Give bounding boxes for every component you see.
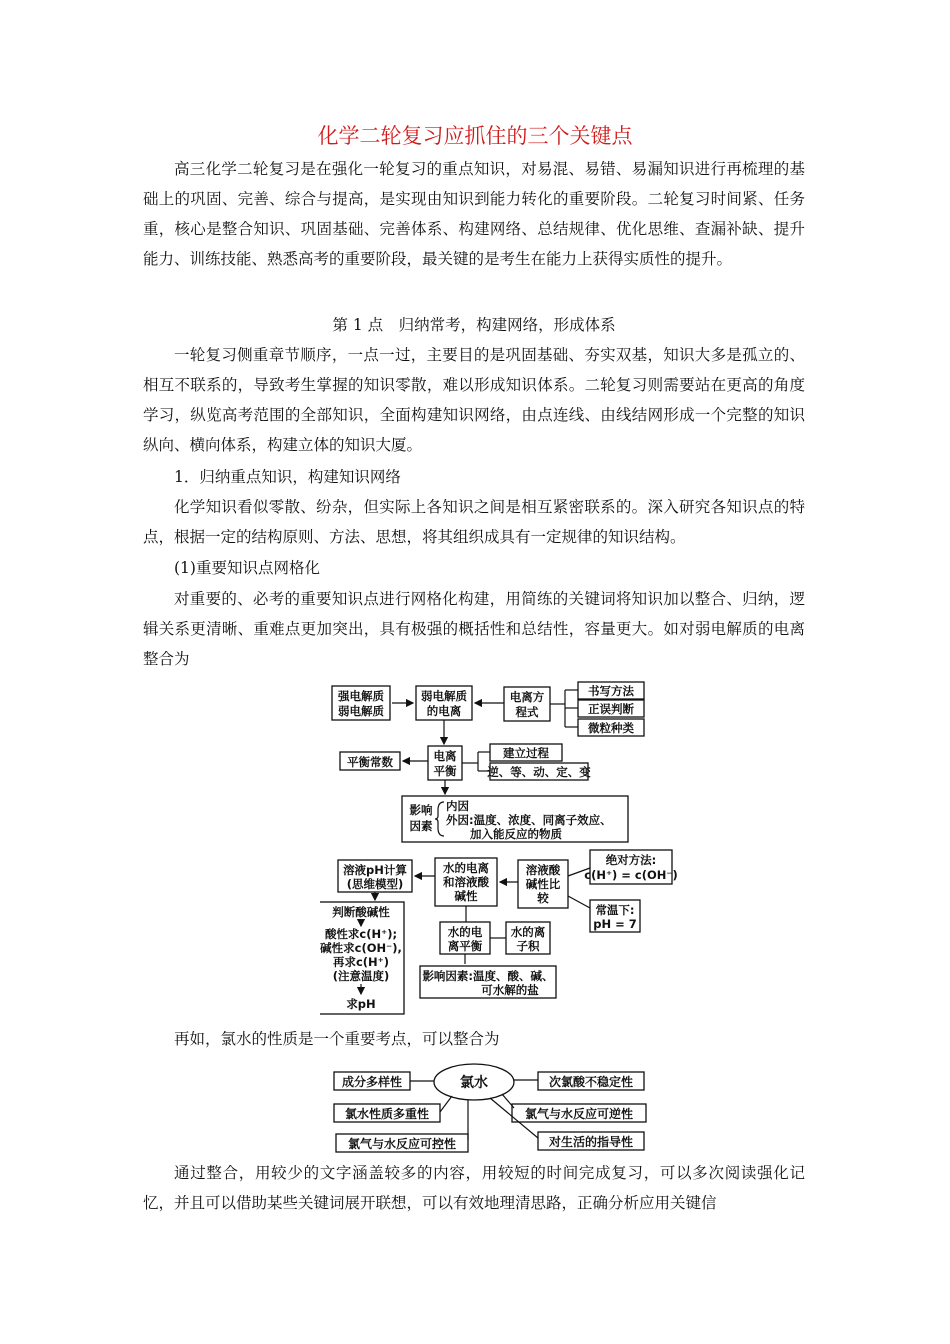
diagram-node-label: 氯水性质多重性 [344, 1107, 430, 1121]
diagram-node-label: (思维模型) [346, 877, 404, 891]
diagram-node-label: 溶液酸 [525, 863, 561, 877]
diagram-node-label: 逆、等、动、定、变 [487, 765, 591, 779]
chlorine-water-center: 氯水 [460, 1075, 488, 1091]
closing-paragraph: 通过整合，用较少的文字涵盖较多的内容，用较短的时间完成复习，可以多次阅读强化记忆，并且可以借助某些关键词展开联想，可以有效地理清思路，正确分析应用关键信 [143, 1164, 805, 1212]
diagram-node-label: (注意温度) [332, 969, 390, 983]
diagram-node-label: 碱性 [454, 889, 478, 903]
diagram-node-label: 较 [537, 891, 549, 905]
diagram-node-label: 酸性求c(H⁺); [324, 927, 398, 941]
diagram-node-label: 常温下: [595, 903, 635, 917]
diagram-node-label: 和溶液酸 [443, 875, 489, 889]
diagram-node-label: 求pH [346, 997, 376, 1011]
sub1-paragraph: 化学知识看似零散、纷杂，但实际上各知识之间是相互紧密联系的。深入研究各知识点的特点，根据一定的结构原则、方法、思想，将其组织成具有一定规律的知识结构。 [143, 498, 805, 546]
diagram-node-label: 微粒种类 [588, 721, 634, 735]
section1-paragraph: 一轮复习侧重章节顺序，一点一过，主要目的是巩固基础、夯实双基，知识大多是孤立的、相互不联系的，导致考生掌握的知识零散，难以形成知识体系。二轮复习则需要站在更高的角度学习，纵览高考范围的全部知识，全面构建知识网络，由点连线、由线结网形成一个完整的知识纵向、横向体系，构建立体的知识大厦。 [143, 346, 805, 454]
sub1-heading: 1．归纳重点知识，构建知识网络 [174, 468, 401, 486]
diagram-node-label: 离平衡 [447, 939, 483, 953]
diagram-node-label: 水的离 [510, 925, 546, 939]
diagram-node-label: 可水解的盐 [481, 983, 539, 997]
diagram-node-label: 氯气与水反应可控性 [347, 1137, 457, 1151]
diagram-node-label: 正误判断 [588, 702, 634, 716]
weak-electrolyte-diagram [320, 678, 680, 1018]
diagram-node-label: 电离 [433, 749, 457, 763]
strong-electrolyte-label: 强电解质 [338, 689, 384, 703]
diagram-node-label: 弱电解质 [421, 689, 467, 703]
sub1-1-heading: (1)重要知识点网格化 [174, 559, 320, 577]
diagram-node-label: 外因:温度、浓度、同离子效应、 [446, 813, 612, 827]
diagram-node-label: pH = 7 [593, 917, 637, 931]
diagram-node-label: 平衡常数 [347, 755, 393, 769]
page-title: 化学二轮复习应抓住的三个关键点 [317, 124, 633, 148]
intro-paragraph: 高三化学二轮复习是在强化一轮复习的重点知识，对易混、易错、易漏知识进行再梳理的基础上的巩固、完善、综合与提高，是实现由知识到能力转化的重要阶段。二轮复习时间紧、任务重，核心是整合知识、巩固基础、完善体系、构建网络、总结规律、优化思维、查漏补缺、提升能力、训练技能、熟悉高考的重要阶段，最关键的是考生在能力上获得实质性的提升。 [143, 160, 805, 268]
diagram-node-label: 加入能反应的物质 [470, 827, 562, 841]
writing-method-label: 书写方法 [588, 684, 634, 698]
chlorine-intro: 再如，氯水的性质是一个重要考点，可以整合为 [174, 1030, 500, 1048]
diagram-node-label: 判断酸碱性 [332, 905, 390, 919]
diagram-node-label: 溶液pH计算 [343, 863, 407, 877]
section1-heading: 第 1 点 归纳常考，构建网络，形成体系 [332, 316, 616, 334]
diagram-node-label: 碱性比 [525, 877, 561, 891]
chlorine-water-diagram [330, 1060, 660, 1156]
diagram-node-label: 对生活的指导性 [548, 1135, 634, 1149]
diagram-node-label: c(H⁺) = c(OH⁻) [584, 868, 678, 882]
diagram-node-label: 因素 [409, 819, 433, 833]
diagram-node-label: 程式 [515, 705, 539, 719]
diagram-node-label: 建立过程 [503, 746, 549, 760]
diagram-node-label: 电离方 [509, 690, 545, 704]
diagram-node-label: 内因 [446, 799, 469, 813]
diagram-node-label: 平衡 [433, 764, 457, 778]
sub1-1-paragraph: 对重要的、必考的重要知识点进行网格化构建，用简练的关键词将知识加以整合、归纳，逻辑关系更清晰、重难点更加突出，具有极强的概括性和总结性，容量更大。如对弱电解质的电离整合为 [143, 590, 805, 668]
diagram-node-label: 再求c(H⁺) [332, 955, 390, 969]
diagram-node-label: 影响 [409, 803, 433, 817]
diagram-node-label: 次氯酸不稳定性 [548, 1075, 634, 1089]
diagram-node-label: 碱性求c(OH⁻), [320, 941, 402, 955]
diagram-node-label: 水的电 [447, 925, 483, 939]
diagram-node-label: 的电离 [426, 704, 462, 718]
diagram-node-label: 成分多样性 [341, 1075, 403, 1089]
diagram-node-label: 水的电离 [443, 861, 489, 875]
diagram-node-label: 影响因素:温度、酸、碱、 [422, 969, 554, 983]
weak-electrolyte-label: 弱电解质 [338, 704, 384, 718]
diagram-node-label: 绝对方法: [605, 853, 657, 867]
diagram-node-label: 子积 [516, 939, 540, 953]
diagram-node-label: 氯气与水反应可逆性 [524, 1107, 634, 1121]
